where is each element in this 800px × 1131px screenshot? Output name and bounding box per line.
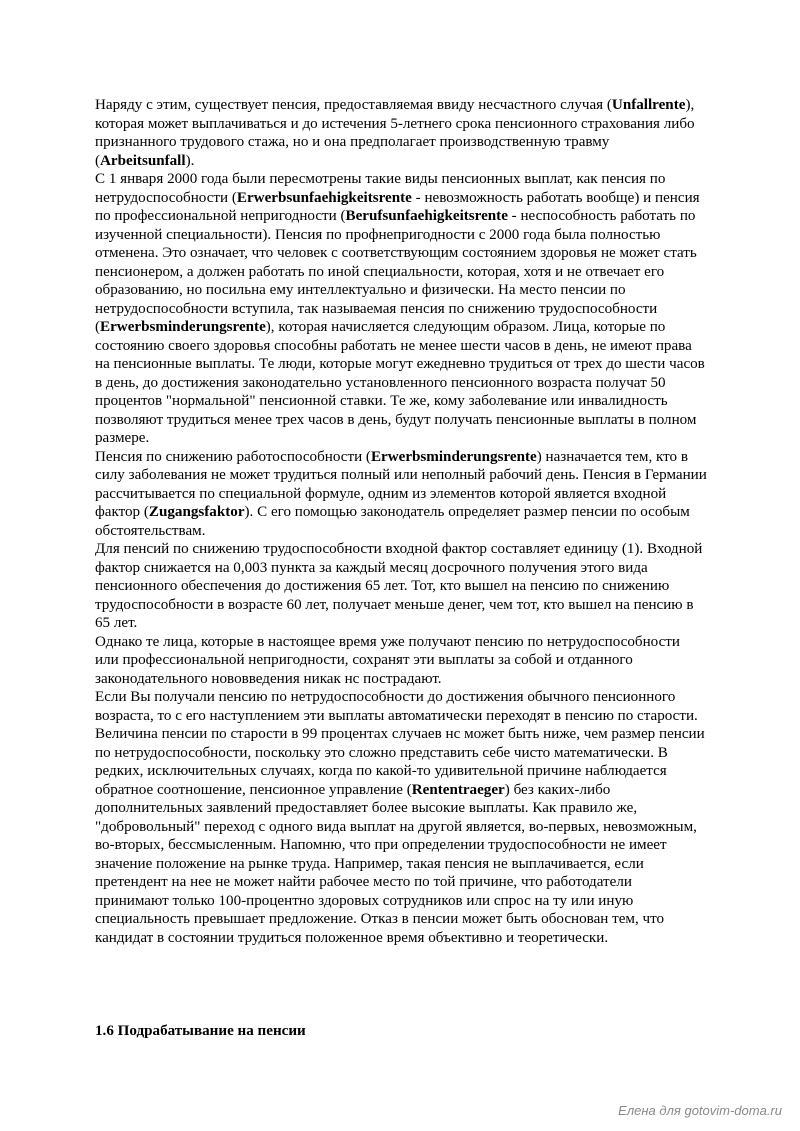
text-run: ) без каких-либо дополнительных заявлений предоставляет более высокие выплаты. Как правило же, "добровольный" переход с одного вида выплат на другой является, во-первых, невозможным, во-вторых, бессмысленным. Напомню, что при определении трудоспособности не имеет значение положение на рынке труда. Например, такая пенсия не выплачивается, если претендент на нее не может найти рабочее место по той причине, что работодатели принимают только 100-процентно здоровых сотрудников или спрос на ту или иную специальность превышает предложение. Отказ в пенсии может быть обоснован тем, что кандидат в состоянии трудиться положенное время объективно и теоретически. xyxy=(95,781,697,946)
bold-term: Erwerbsunfaehigkeitsrente xyxy=(236,189,412,206)
text-run: Наряду с этим, существует пенсия, предоставляемая ввиду несчастного случая ( xyxy=(95,97,612,113)
text-run: Если Вы получали пенсию по нетрудоспособности до достижения обычного пенсионного возраста, то с его наступлением эти выплаты автоматически переходят в пенсию по старости. Величина пенсии по старости в 99 процентах случаев нс может быть ниже, чем размер пенсии по нетрудоспособности, поскольку это сложно представить себе чисто математически. В редких, исключительных случаях, когда по какой-то удивительной причине наблюдается обратное соотношение, пенсионное управление ( xyxy=(95,689,705,798)
bold-term: Erwerbsminderungsrente xyxy=(370,448,537,465)
paragraph xyxy=(95,170,707,448)
bold-term: Arbeitsunfall xyxy=(100,152,186,169)
bold-term: Zugangsfaktor xyxy=(148,504,245,520)
bold-term: Rententraeger xyxy=(411,781,505,798)
text-run: - неспособность работать по изученной специальности). Пенсия по профнепригодности с 2000 года была полностью отменена. Это означает, что человек с соответствующим состоянием здоровья не может стать пенсионером, а должен работать по иной специальности, которая, хотя и не отвечает его образованию, но посильна ему интеллектуально и физически. На место пенсии по нетрудоспособности вступила, так называемая пенсия по снижению трудоспособности ( xyxy=(95,208,697,335)
text-run: - невозможность работать вообще) и пенсия по профессиональной непригодности ( xyxy=(95,189,700,224)
text-run: ). xyxy=(185,152,195,169)
text-run: ) назначается тем, кто в силу заболевания не может трудиться полный или неполный рабочий день. Пенсия в Германии рассчитывается по специальной формуле, одним из элементов которой является входной фактор ( xyxy=(95,448,707,520)
bold-term: Unfallrente xyxy=(611,97,686,113)
text-run: ). С его помощью законодатель определяет размер пенсии по особым обстоятельствам. xyxy=(95,504,690,539)
paragraph xyxy=(95,540,707,633)
bold-term: Berufsunfaehigkeitsrente xyxy=(345,208,508,224)
text-run: Пенсия по снижению работоспособности ( xyxy=(95,448,371,465)
paragraph xyxy=(95,448,707,541)
paragraph xyxy=(95,96,707,170)
text-run: ), которая начисляется следующим образом. Лица, которые по состоянию своего здоровья способны работать не менее шести часов в день, не имеют права на пенсионные выплаты. Те люди, которые могут ежедневно трудиться от трех до шести часов в день, до достижения законодательно установленного пенсионного возраста получат 50 процентов "нормальной" пенсионной ставки. Те же, кому заболевание или инвалидность позволяют трудиться менее трех часов в день, будут получать пенсионные выплаты в полном размере. xyxy=(95,319,705,446)
section-heading: 1.6 Подрабатывание на пенсии xyxy=(95,1023,306,1039)
text-run: ), которая может выплачиваться и до истечения 5-летнего срока пенсионного страхования либо признанного трудового стажа, но и она предполагает производственную травму ( xyxy=(95,97,695,169)
text-run: Для пенсий по снижению трудоспособности входной фактор составляет единицу (1). Входной фактор снижается на 0,003 пункта за каждый месяц досрочного получения этого вида пенсионного обеспечения до достижения 65 лет. Тот, кто вышел на пенсию по снижению трудоспособности в возрасте 60 лет, получает меньше денег, чем тот, кто вышел на пенсию в 65 лет. xyxy=(95,541,703,631)
document-body xyxy=(95,96,707,947)
watermark: Елена для gotovim-doma.ru xyxy=(618,1103,782,1118)
paragraph xyxy=(95,688,707,947)
bold-term: Erwerbsminderungsrente xyxy=(100,319,266,335)
text-run: С 1 января 2000 года были пересмотрены такие виды пенсионных выплат, как пенсия по нетрудоспособности ( xyxy=(95,171,666,206)
paragraph xyxy=(95,633,707,689)
text-run: Однако те лица, которые в настоящее время уже получают пенсию по нетрудоспособности или профессиональной непригодности, сохранят эти выплаты за собой и отданного законодательного нововведения никак нс пострадают. xyxy=(95,633,680,687)
